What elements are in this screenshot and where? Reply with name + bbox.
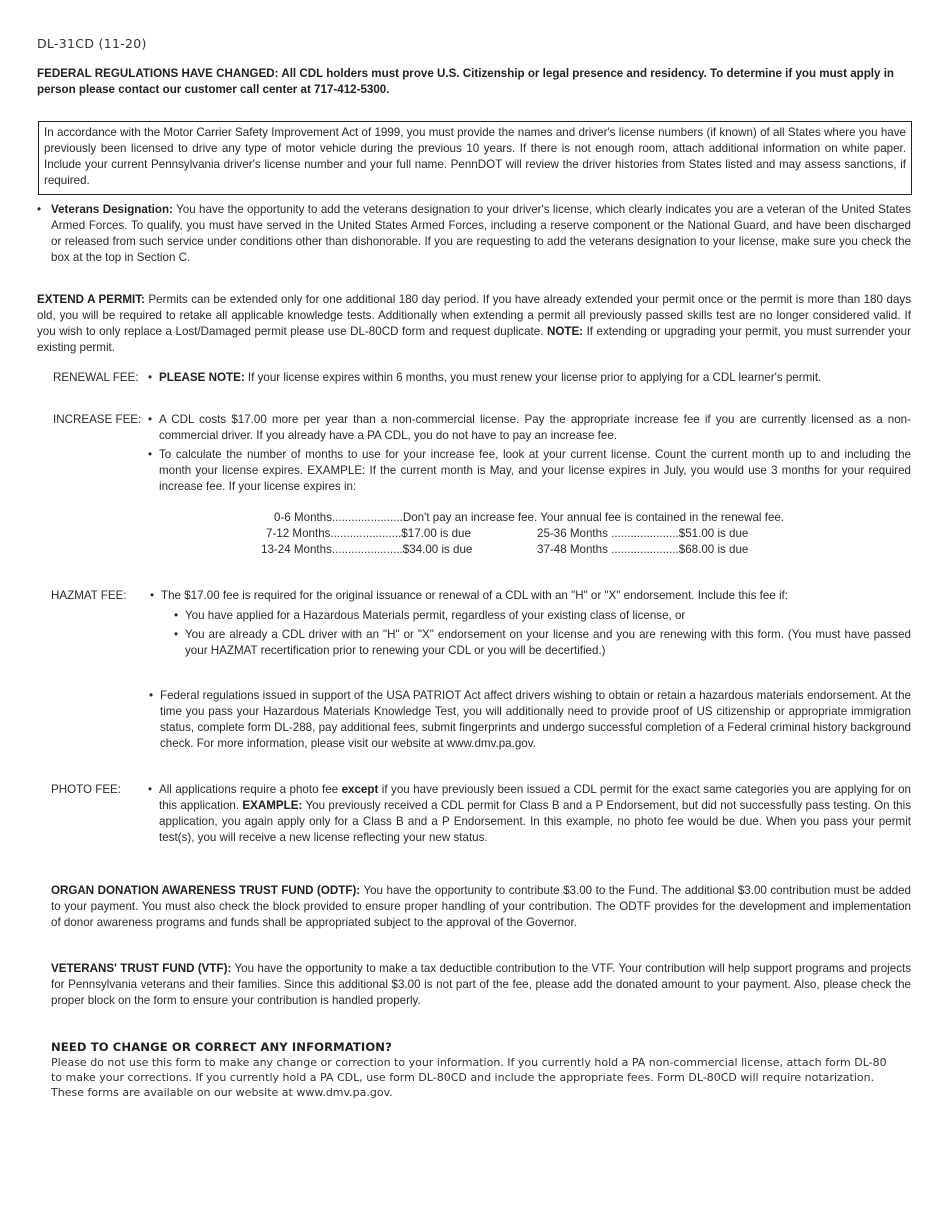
photo-text-2: if you have previously been issued a CDL permit for the exact same categories you are applying for on this application. xyxy=(159,783,912,812)
veterans-designation-paragraph xyxy=(51,202,911,266)
vtf-paragraph xyxy=(51,961,911,1009)
hazmat-fee-label: HAZMAT FEE: xyxy=(51,589,127,602)
fee-table-row-1-left: 7-12 Months......................$17.00 is due xyxy=(266,527,471,540)
renewal-please-note: PLEASE NOTE: xyxy=(159,371,245,384)
odtf-text: You have the opportunity to contribute $3.00 to the Fund. The additional $3.00 contribution must be added to your payment. You must also check the block provided to ensure proper handling of your contribution. The ODTF provides for the development and implementation of donor awareness programs and funds shall be appropriated subject to the approval of the Governor. xyxy=(51,884,911,929)
increase-fee-item-1: A CDL costs $17.00 more per year than a non-commercial license. Pay the appropriate increase fee if you are currently licensed as a non-commercial driver. If you already have a PA CDL, you do not have to pay an increase fee. xyxy=(159,413,911,442)
extend-note-label: NOTE: xyxy=(546,325,584,338)
increase-fee-item-2: To calculate the number of months to use for your increase fee, look at your current license. Count the current month up to and including the month your license expires. EXAMPLE: If the current month is May, and your license expires in July, you would use 3 months for your required increase fee. If your license expires in: xyxy=(159,448,911,493)
odtf-heading: ORGAN DONATION AWARENESS TRUST FUND (ODTF): xyxy=(51,884,361,897)
hazmat-bullet-2: • xyxy=(149,689,154,702)
extend-note-text: If extending or upgrading your permit, you must surrender your existing permit. xyxy=(37,325,911,354)
renewal-fee-label: RENEWAL FEE: xyxy=(53,371,139,384)
increase-bullet-2: • xyxy=(148,448,153,461)
hazmat-patriot-act-item: Federal regulations issued in support of the USA PATRIOT Act affect drivers wishing to obtain or retain a hazardous materials endorsement. At the time you pass your Hazardous Materials Knowledge Test, you will additionally need to provide proof of US citizenship or appropriate immigration status, complete form DL-288, pay additional fees, submit fingerprints and undergo successful completion of a Federal criminal history background check. For more information, please visit our website at www.dmv.pa.gov. xyxy=(160,689,911,750)
renewal-bullet: • xyxy=(148,371,153,384)
hazmat-sub-bullet-2: • xyxy=(174,628,179,641)
veterans-heading: Veterans Designation: xyxy=(51,203,173,216)
mcsia-notice-text: In accordance with the Motor Carrier Safety Improvement Act of 1999, you must provide the names and driver's license numbers (if known) of all States where you have previously been licensed to drive any type of motor vehicle during the previous 10 years. If there is not enough room, attach additional information on white paper. Include your current Pennsylvania driver's license number and your full name. PennDOT will review the driver histories from States listed and may assess sanctions, if required. xyxy=(44,126,906,187)
hazmat-bullet-1: • xyxy=(150,589,155,602)
hazmat-sub-item-2: You are already a CDL driver with an "H" or "X" endorsement on your license and you are renewing with this form. (You must have passed your HAZMAT recertification prior to renewing your CDL or you will be decertified.) xyxy=(185,628,911,657)
renewal-text: If your license expires within 6 months, you must renew your license prior to applying for a CDL learner's permit. xyxy=(244,371,822,384)
vtf-heading: VETERANS' TRUST FUND (VTF): xyxy=(51,962,232,975)
fee-table-row-0: 0-6 Months......................Don't pay an increase fee. Your annual fee is contained in the renewal fee. xyxy=(274,511,785,524)
need-change-heading: NEED TO CHANGE OR CORRECT ANY INFORMATION? xyxy=(51,1040,392,1054)
photo-fee-label: PHOTO FEE: xyxy=(51,783,122,796)
extend-permit-paragraph xyxy=(37,292,911,356)
veterans-text: You have the opportunity to add the veterans designation to your driver's license, which clearly indicates you are a veteran of the United States Armed Forces. To qualify, you must have served in the United States Armed Forces, including a reserve component or the National Guard, and have been discharged or released from such service under conditions other than dishonorable. If you are requesting to add the veterans designation to your license, make sure you check the box at the top in Section C. xyxy=(51,203,911,264)
photo-except: except xyxy=(341,783,379,796)
fee-table-row-2-right: 37-48 Months .....................$68.00 is due xyxy=(537,543,749,556)
photo-text-3: You previously received a CDL permit for Class B and a P Endorsement, but did not successfully pass testing. On this application, you again apply only for a Class B and a P Endorsement. In this example, no photo fee would be due. When you pass your permit test(s), you will receive a new license reflecting your new status. xyxy=(159,799,911,844)
vtf-text: You have the opportunity to make a tax deductible contribution to the VTF. Your contribution will help support programs and projects for Pennsylvania veterans and their families. Since this additional $3.00 is not part of the fee, please add the donated amount to your payment. Also, please check the proper block on the form to ensure your contribution is handled properly. xyxy=(51,962,912,1007)
increase-bullet-1: • xyxy=(148,413,153,426)
hazmat-sub-item-1: You have applied for a Hazardous Materials permit, regardless of your existing class of license, or xyxy=(185,609,686,622)
extend-text: Permits can be extended only for one additional 180 day period. If you have already extended your permit once or the permit is more than 180 days old, you will be required to retake all applicable knowledge tests. Additionally when extending a permit all previously passed skills test are no longer considered valid. If you wish to only replace a Lost/Damaged permit please use DL-80CD form and request duplicate. xyxy=(37,293,911,338)
federal-regulations-notice: FEDERAL REGULATIONS HAVE CHANGED: All CDL holders must prove U.S. Citizenship or legal presence and residency. To determine if you must apply in person please contact our customer call center at 717-412-5300. xyxy=(37,67,895,96)
hazmat-sub-bullet-1: • xyxy=(174,609,179,622)
extend-heading: EXTEND A PERMIT: xyxy=(37,293,145,306)
increase-fee-label: INCREASE FEE: xyxy=(53,413,142,426)
form-code: DL-31CD (11-20) xyxy=(37,36,147,51)
photo-text-1: All applications require a photo fee xyxy=(159,783,342,796)
renewal-fee-text xyxy=(159,370,911,386)
mcsia-notice-box xyxy=(38,121,912,195)
veterans-bullet: • xyxy=(37,203,42,216)
photo-bullet: • xyxy=(148,783,153,796)
hazmat-fee-item-1: The $17.00 fee is required for the original issuance or renewal of a CDL with an "H" or "X" endorsement. Include this fee if: xyxy=(161,589,788,602)
fee-table-row-1-right: 25-36 Months .....................$51.00 is due xyxy=(537,527,749,540)
need-change-text: Please do not use this form to make any change or correction to your information. If you currently hold a PA non-commercial license, attach form DL-80 to make your corrections. If you currently hold a PA CDL, use form DL-80CD and include the appropriate fees. Form DL-80CD will require notarization. These forms are available on our website at www.dmv.pa.gov. xyxy=(51,1056,887,1099)
odtf-paragraph xyxy=(51,883,911,931)
fee-table-row-2-left: 13-24 Months......................$34.00 is due xyxy=(261,543,473,556)
photo-fee-text xyxy=(159,782,911,846)
photo-example-label: EXAMPLE: xyxy=(242,799,303,812)
